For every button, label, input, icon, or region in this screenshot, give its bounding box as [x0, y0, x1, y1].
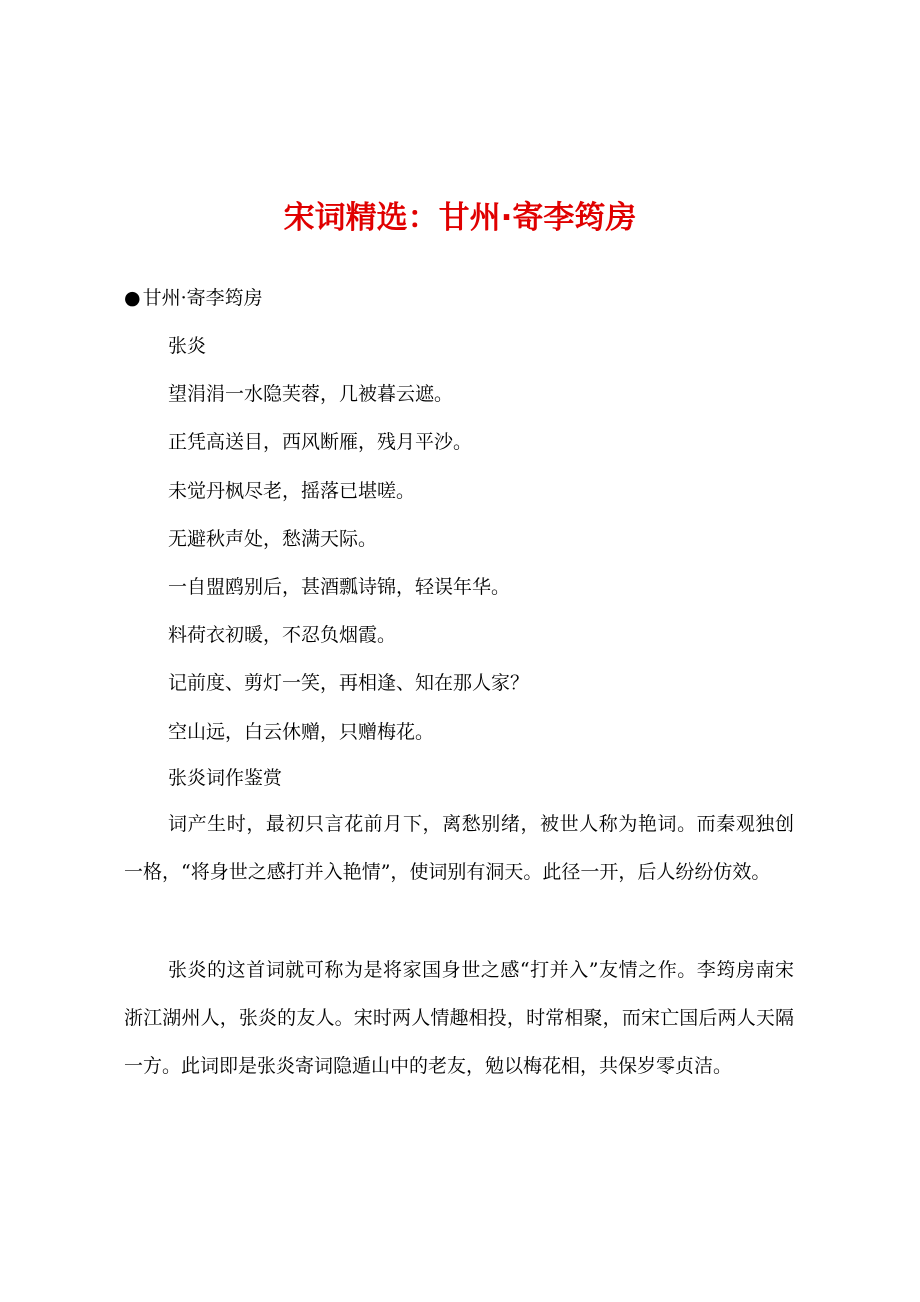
- poem-line: 望涓涓一水隐芙蓉，几被暮云遮。: [168, 383, 454, 406]
- poem-line: 记前度、剪灯一笑，再相逢、知在那人家？: [168, 672, 530, 695]
- appreciation-heading: 张炎词作鉴赏: [168, 767, 283, 789]
- poem-lines: [168, 331, 529, 765]
- poem-line: 空山远，白云休赠，只赠梅花。: [168, 720, 435, 743]
- poem-heading: [124, 283, 263, 313]
- page-title: 宋词精选：甘州·寄李筠房: [283, 200, 637, 236]
- poem-line: 未觉丹枫尽老，摇落已堪嗟。: [168, 479, 416, 502]
- poem-heading-text: 甘州·寄李筠房: [142, 287, 263, 309]
- poem-line: 正凭高送目，西风断雁，残月平沙。: [168, 431, 473, 454]
- body-paragraph: 张炎的这首词就可称为是将家国身世之感“打并入”友情之作。李筠房南宋浙江湖州人，张炎的友人。宋时两人情趣相投，时常相聚，而宋亡国后两人天隔一方。此词即是张炎寄词隐遁山中的老友，勉以梅花相，共保岁零贞洁。: [124, 959, 794, 1077]
- poem-line: 一自盟鸥别后，甚酒瓢诗锦，轻误年华。: [168, 575, 511, 598]
- poem-line: 料荷衣初暖，不忍负烟霞。: [168, 624, 397, 647]
- bullet-icon: ●: [124, 287, 141, 309]
- poem-author: 张炎: [168, 335, 207, 357]
- poem-line: 无避秋声处，愁满天际。: [168, 527, 378, 550]
- body-paragraph: 词产生时，最初只言花前月下，离愁别绪，被世人称为艳词。而秦观独创一格，“将身世之感打并入艳情”，使词别有洞天。此径一开，后人纷纷仿效。: [124, 813, 794, 883]
